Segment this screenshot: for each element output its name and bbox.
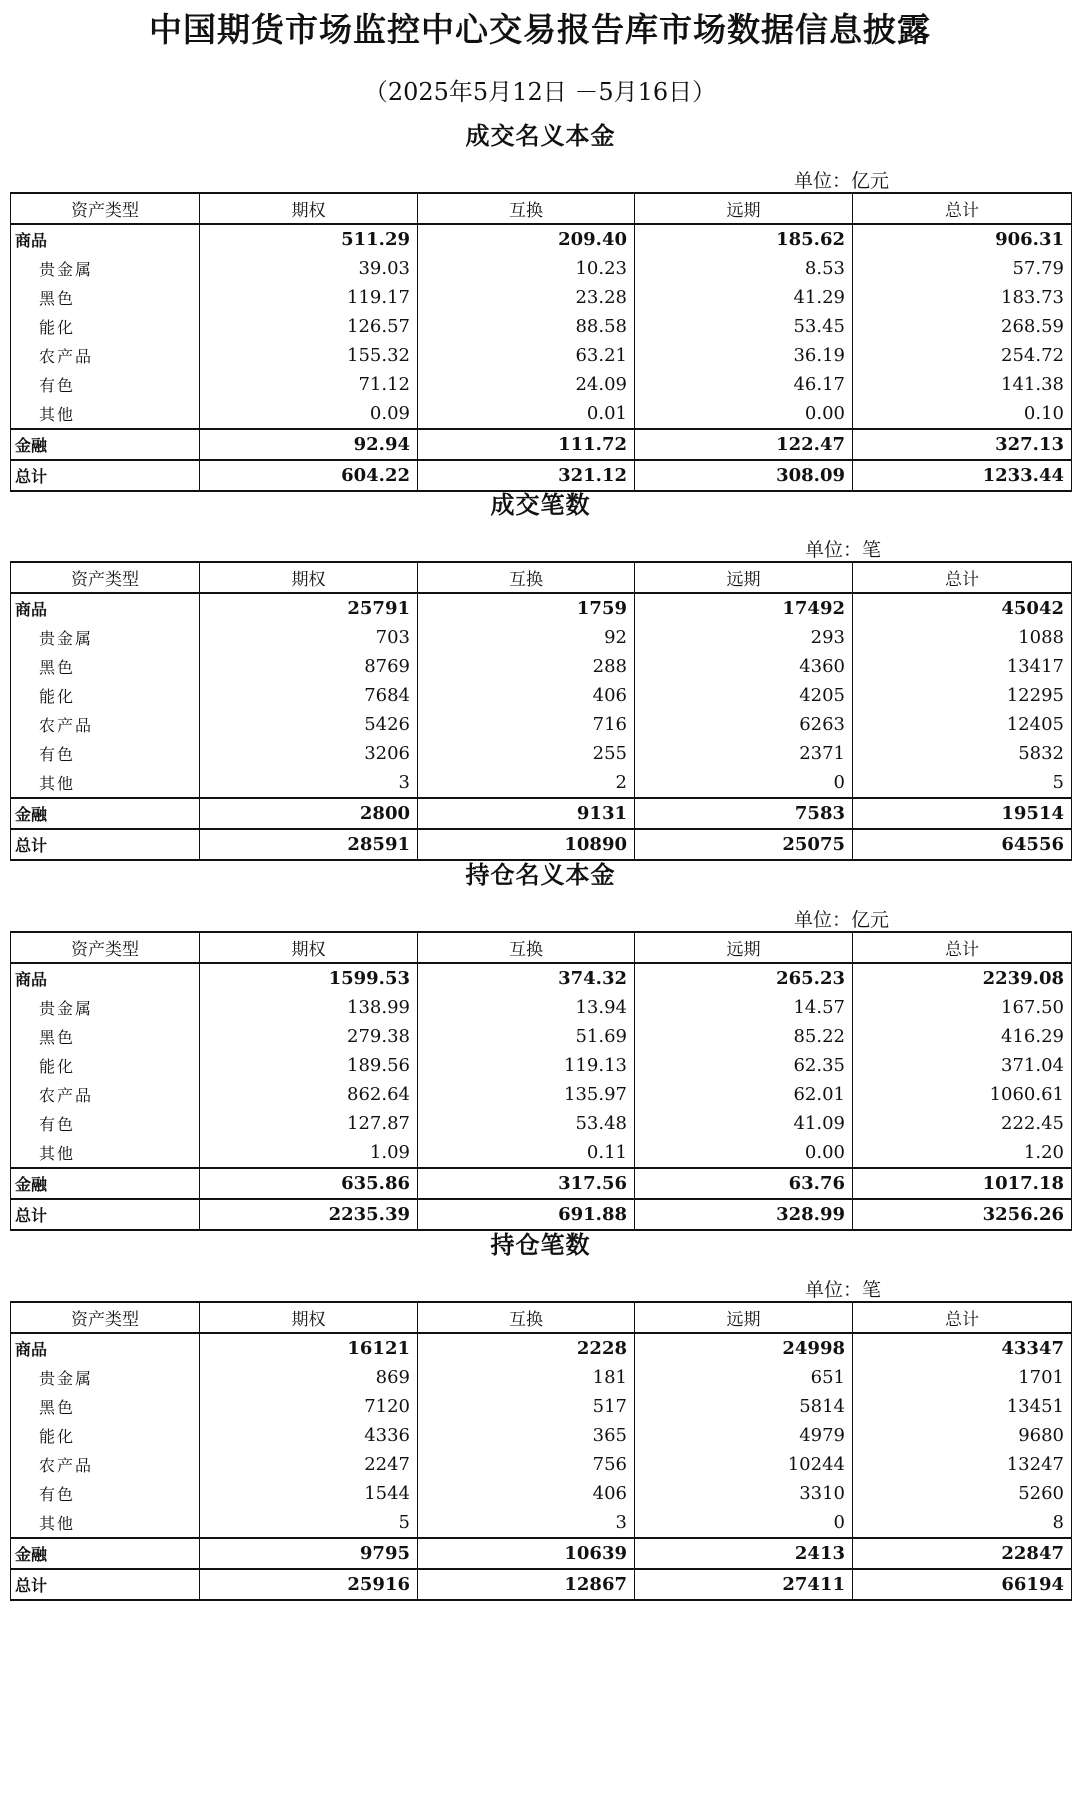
row-label: 有色 bbox=[11, 370, 200, 399]
table-cell: 0.11 bbox=[418, 1138, 635, 1168]
row-label: 黑色 bbox=[11, 1392, 200, 1421]
data-table bbox=[10, 192, 1072, 492]
table-cell: 328.99 bbox=[635, 1199, 853, 1230]
table-cell: 906.31 bbox=[853, 224, 1072, 254]
table-cell: 371.04 bbox=[853, 1051, 1072, 1080]
table-cell: 36.19 bbox=[635, 341, 853, 370]
table-cell: 14.57 bbox=[635, 993, 853, 1022]
table-row bbox=[11, 1051, 1072, 1080]
row-label: 总计 bbox=[11, 460, 200, 491]
table-cell: 167.50 bbox=[853, 993, 1072, 1022]
table-cell: 23.28 bbox=[418, 283, 635, 312]
table-cell: 45042 bbox=[853, 593, 1072, 623]
table-cell: 88.58 bbox=[418, 312, 635, 341]
table-cell: 321.12 bbox=[418, 460, 635, 491]
table-row bbox=[11, 312, 1072, 341]
row-label: 总计 bbox=[11, 1569, 200, 1600]
table-cell: 27411 bbox=[635, 1569, 853, 1600]
table-cell: 0 bbox=[635, 768, 853, 798]
table-cell: 703 bbox=[200, 623, 418, 652]
row-label: 黑色 bbox=[11, 652, 200, 681]
table-row bbox=[11, 1109, 1072, 1138]
table-cell: 25916 bbox=[200, 1569, 418, 1600]
table-cell: 64556 bbox=[853, 829, 1072, 860]
table-row bbox=[11, 1080, 1072, 1109]
section-title: 成交名义本金 bbox=[465, 122, 616, 150]
unit-label: 单位：笔 bbox=[805, 539, 882, 561]
page-title: 中国期货市场监控中心交易报告库市场数据信息披露 bbox=[149, 10, 931, 49]
table-cell: 12405 bbox=[853, 710, 1072, 739]
row-label: 商品 bbox=[11, 1333, 200, 1363]
table-row bbox=[11, 1138, 1072, 1168]
row-label: 贵金属 bbox=[11, 1363, 200, 1392]
column-header: 资产类型 bbox=[11, 932, 200, 963]
column-header: 总计 bbox=[853, 193, 1072, 224]
table-row bbox=[11, 681, 1072, 710]
table-cell: 222.45 bbox=[853, 1109, 1072, 1138]
table-header-row bbox=[11, 932, 1072, 963]
row-label: 有色 bbox=[11, 1109, 200, 1138]
table-cell: 181 bbox=[418, 1363, 635, 1392]
table-cell: 119.13 bbox=[418, 1051, 635, 1080]
data-table bbox=[10, 931, 1072, 1231]
table-cell: 3310 bbox=[635, 1479, 853, 1508]
table-cell: 1.20 bbox=[853, 1138, 1072, 1168]
table-cell: 416.29 bbox=[853, 1022, 1072, 1051]
table-row bbox=[11, 963, 1072, 993]
section-title: 持仓名义本金 bbox=[465, 861, 616, 889]
table-cell: 2413 bbox=[635, 1538, 853, 1569]
table-row bbox=[11, 1168, 1072, 1199]
table-row bbox=[11, 652, 1072, 681]
table-cell: 0.01 bbox=[418, 399, 635, 429]
table-cell: 716 bbox=[418, 710, 635, 739]
row-label: 能化 bbox=[11, 1051, 200, 1080]
table-row bbox=[11, 1479, 1072, 1508]
table-cell: 1060.61 bbox=[853, 1080, 1072, 1109]
table-cell: 9131 bbox=[418, 798, 635, 829]
table-row bbox=[11, 399, 1072, 429]
table-header-row bbox=[11, 562, 1072, 593]
column-header: 资产类型 bbox=[11, 193, 200, 224]
row-label: 有色 bbox=[11, 1479, 200, 1508]
table-cell: 4979 bbox=[635, 1421, 853, 1450]
row-label: 其他 bbox=[11, 768, 200, 798]
table-cell: 24998 bbox=[635, 1333, 853, 1363]
table-row bbox=[11, 1569, 1072, 1600]
table-row bbox=[11, 341, 1072, 370]
table-cell: 25791 bbox=[200, 593, 418, 623]
unit-label: 单位：亿元 bbox=[794, 909, 890, 931]
row-label: 总计 bbox=[11, 829, 200, 860]
column-header: 远期 bbox=[635, 932, 853, 963]
column-header: 远期 bbox=[635, 562, 853, 593]
table-cell: 126.57 bbox=[200, 312, 418, 341]
table-cell: 63.21 bbox=[418, 341, 635, 370]
row-label: 金融 bbox=[11, 429, 200, 460]
table-cell: 0.00 bbox=[635, 399, 853, 429]
table-cell: 13247 bbox=[853, 1450, 1072, 1479]
table-cell: 1701 bbox=[853, 1363, 1072, 1392]
table-cell: 0 bbox=[635, 1508, 853, 1538]
table-cell: 8.53 bbox=[635, 254, 853, 283]
table-cell: 12295 bbox=[853, 681, 1072, 710]
table-cell: 691.88 bbox=[418, 1199, 635, 1230]
table-cell: 651 bbox=[635, 1363, 853, 1392]
table-cell: 28591 bbox=[200, 829, 418, 860]
table-cell: 9795 bbox=[200, 1538, 418, 1569]
table-cell: 127.87 bbox=[200, 1109, 418, 1138]
table-cell: 5 bbox=[853, 768, 1072, 798]
table-cell: 92 bbox=[418, 623, 635, 652]
table-cell: 51.69 bbox=[418, 1022, 635, 1051]
table-cell: 869 bbox=[200, 1363, 418, 1392]
table-row bbox=[11, 798, 1072, 829]
table-cell: 13.94 bbox=[418, 993, 635, 1022]
table-cell: 25075 bbox=[635, 829, 853, 860]
table-cell: 1759 bbox=[418, 593, 635, 623]
table-row bbox=[11, 768, 1072, 798]
table-row bbox=[11, 710, 1072, 739]
table-cell: 1544 bbox=[200, 1479, 418, 1508]
table-cell: 3 bbox=[418, 1508, 635, 1538]
table-header-row bbox=[11, 1302, 1072, 1333]
data-table bbox=[10, 1301, 1072, 1601]
table-cell: 2228 bbox=[418, 1333, 635, 1363]
table-cell: 17492 bbox=[635, 593, 853, 623]
table-cell: 308.09 bbox=[635, 460, 853, 491]
table-cell: 183.73 bbox=[853, 283, 1072, 312]
table-cell: 119.17 bbox=[200, 283, 418, 312]
table-cell: 41.29 bbox=[635, 283, 853, 312]
table-row bbox=[11, 623, 1072, 652]
table-row bbox=[11, 254, 1072, 283]
row-label: 能化 bbox=[11, 681, 200, 710]
table-cell: 13417 bbox=[853, 652, 1072, 681]
table-cell: 185.62 bbox=[635, 224, 853, 254]
column-header: 资产类型 bbox=[11, 562, 200, 593]
table-cell: 141.38 bbox=[853, 370, 1072, 399]
table-cell: 293 bbox=[635, 623, 853, 652]
row-label: 能化 bbox=[11, 1421, 200, 1450]
column-header: 资产类型 bbox=[11, 1302, 200, 1333]
table-cell: 4205 bbox=[635, 681, 853, 710]
table-cell: 2 bbox=[418, 768, 635, 798]
table-cell: 268.59 bbox=[853, 312, 1072, 341]
table-row bbox=[11, 993, 1072, 1022]
table-cell: 19514 bbox=[853, 798, 1072, 829]
row-label: 其他 bbox=[11, 399, 200, 429]
table-cell: 66194 bbox=[853, 1569, 1072, 1600]
table-header-row bbox=[11, 193, 1072, 224]
table-cell: 1233.44 bbox=[853, 460, 1072, 491]
table-cell: 635.86 bbox=[200, 1168, 418, 1199]
table-row bbox=[11, 429, 1072, 460]
row-label: 农产品 bbox=[11, 710, 200, 739]
table-cell: 62.35 bbox=[635, 1051, 853, 1080]
table-row bbox=[11, 593, 1072, 623]
table-cell: 7684 bbox=[200, 681, 418, 710]
table-row bbox=[11, 739, 1072, 768]
row-label: 商品 bbox=[11, 593, 200, 623]
table-cell: 155.32 bbox=[200, 341, 418, 370]
row-label: 贵金属 bbox=[11, 254, 200, 283]
table-row bbox=[11, 1421, 1072, 1450]
table-row bbox=[11, 1450, 1072, 1479]
table-cell: 317.56 bbox=[418, 1168, 635, 1199]
column-header: 期权 bbox=[200, 193, 418, 224]
table-cell: 1088 bbox=[853, 623, 1072, 652]
table-cell: 209.40 bbox=[418, 224, 635, 254]
table-cell: 43347 bbox=[853, 1333, 1072, 1363]
column-header: 期权 bbox=[200, 932, 418, 963]
table-cell: 5814 bbox=[635, 1392, 853, 1421]
row-label: 黑色 bbox=[11, 1022, 200, 1051]
table-row bbox=[11, 370, 1072, 399]
row-label: 农产品 bbox=[11, 341, 200, 370]
table-cell: 57.79 bbox=[853, 254, 1072, 283]
table-cell: 10.23 bbox=[418, 254, 635, 283]
table-cell: 9680 bbox=[853, 1421, 1072, 1450]
table-row bbox=[11, 1363, 1072, 1392]
table-row bbox=[11, 283, 1072, 312]
column-header: 总计 bbox=[853, 1302, 1072, 1333]
date-range-subtitle: （2025年5月12日 －5月16日） bbox=[363, 78, 717, 106]
table-cell: 3256.26 bbox=[853, 1199, 1072, 1230]
table-cell: 0.10 bbox=[853, 399, 1072, 429]
column-header: 远期 bbox=[635, 193, 853, 224]
table-cell: 2239.08 bbox=[853, 963, 1072, 993]
table-cell: 63.76 bbox=[635, 1168, 853, 1199]
table-cell: 374.32 bbox=[418, 963, 635, 993]
table-cell: 0.00 bbox=[635, 1138, 853, 1168]
table-row bbox=[11, 1538, 1072, 1569]
table-cell: 92.94 bbox=[200, 429, 418, 460]
table-cell: 8769 bbox=[200, 652, 418, 681]
table-cell: 3 bbox=[200, 768, 418, 798]
table-cell: 288 bbox=[418, 652, 635, 681]
row-label: 总计 bbox=[11, 1199, 200, 1230]
table-cell: 62.01 bbox=[635, 1080, 853, 1109]
table-cell: 5260 bbox=[853, 1479, 1072, 1508]
column-header: 互换 bbox=[418, 1302, 635, 1333]
unit-label: 单位：亿元 bbox=[794, 170, 890, 192]
table-cell: 39.03 bbox=[200, 254, 418, 283]
table-cell: 16121 bbox=[200, 1333, 418, 1363]
table-cell: 1017.18 bbox=[853, 1168, 1072, 1199]
table-cell: 327.13 bbox=[853, 429, 1072, 460]
table-cell: 2235.39 bbox=[200, 1199, 418, 1230]
table-cell: 1599.53 bbox=[200, 963, 418, 993]
row-label: 黑色 bbox=[11, 283, 200, 312]
table-cell: 138.99 bbox=[200, 993, 418, 1022]
table-cell: 53.48 bbox=[418, 1109, 635, 1138]
table-cell: 53.45 bbox=[635, 312, 853, 341]
table-cell: 254.72 bbox=[853, 341, 1072, 370]
section-title: 持仓笔数 bbox=[490, 1231, 591, 1259]
table-cell: 135.97 bbox=[418, 1080, 635, 1109]
table-cell: 111.72 bbox=[418, 429, 635, 460]
row-label: 有色 bbox=[11, 739, 200, 768]
column-header: 互换 bbox=[418, 193, 635, 224]
row-label: 农产品 bbox=[11, 1080, 200, 1109]
row-label: 其他 bbox=[11, 1138, 200, 1168]
column-header: 期权 bbox=[200, 562, 418, 593]
table-cell: 756 bbox=[418, 1450, 635, 1479]
table-cell: 189.56 bbox=[200, 1051, 418, 1080]
table-row bbox=[11, 1508, 1072, 1538]
table-cell: 8 bbox=[853, 1508, 1072, 1538]
table-cell: 406 bbox=[418, 681, 635, 710]
table-cell: 24.09 bbox=[418, 370, 635, 399]
table-cell: 2371 bbox=[635, 739, 853, 768]
table-row bbox=[11, 1333, 1072, 1363]
table-cell: 517 bbox=[418, 1392, 635, 1421]
table-cell: 2247 bbox=[200, 1450, 418, 1479]
table-cell: 5832 bbox=[853, 739, 1072, 768]
column-header: 远期 bbox=[635, 1302, 853, 1333]
table-cell: 279.38 bbox=[200, 1022, 418, 1051]
table-cell: 2800 bbox=[200, 798, 418, 829]
row-label: 贵金属 bbox=[11, 993, 200, 1022]
table-cell: 1.09 bbox=[200, 1138, 418, 1168]
row-label: 金融 bbox=[11, 1538, 200, 1569]
column-header: 互换 bbox=[418, 562, 635, 593]
table-cell: 10244 bbox=[635, 1450, 853, 1479]
column-header: 期权 bbox=[200, 1302, 418, 1333]
table-cell: 12867 bbox=[418, 1569, 635, 1600]
table-cell: 365 bbox=[418, 1421, 635, 1450]
table-cell: 604.22 bbox=[200, 460, 418, 491]
table-row bbox=[11, 1022, 1072, 1051]
table-row bbox=[11, 224, 1072, 254]
column-header: 互换 bbox=[418, 932, 635, 963]
table-cell: 255 bbox=[418, 739, 635, 768]
table-cell: 3206 bbox=[200, 739, 418, 768]
row-label: 金融 bbox=[11, 1168, 200, 1199]
section-title: 成交笔数 bbox=[490, 491, 591, 519]
column-header: 总计 bbox=[853, 932, 1072, 963]
row-label: 能化 bbox=[11, 312, 200, 341]
table-cell: 10639 bbox=[418, 1538, 635, 1569]
row-label: 金融 bbox=[11, 798, 200, 829]
table-cell: 10890 bbox=[418, 829, 635, 860]
unit-label: 单位：笔 bbox=[805, 1279, 882, 1301]
row-label: 农产品 bbox=[11, 1450, 200, 1479]
table-row bbox=[11, 1392, 1072, 1421]
table-cell: 5 bbox=[200, 1508, 418, 1538]
table-cell: 122.47 bbox=[635, 429, 853, 460]
table-cell: 7120 bbox=[200, 1392, 418, 1421]
data-table bbox=[10, 561, 1072, 861]
table-cell: 6263 bbox=[635, 710, 853, 739]
table-cell: 5426 bbox=[200, 710, 418, 739]
table-cell: 7583 bbox=[635, 798, 853, 829]
table-cell: 85.22 bbox=[635, 1022, 853, 1051]
table-cell: 46.17 bbox=[635, 370, 853, 399]
table-cell: 511.29 bbox=[200, 224, 418, 254]
table-cell: 265.23 bbox=[635, 963, 853, 993]
row-label: 贵金属 bbox=[11, 623, 200, 652]
table-cell: 13451 bbox=[853, 1392, 1072, 1421]
table-cell: 22847 bbox=[853, 1538, 1072, 1569]
table-cell: 406 bbox=[418, 1479, 635, 1508]
table-cell: 41.09 bbox=[635, 1109, 853, 1138]
row-label: 其他 bbox=[11, 1508, 200, 1538]
column-header: 总计 bbox=[853, 562, 1072, 593]
table-cell: 862.64 bbox=[200, 1080, 418, 1109]
table-cell: 0.09 bbox=[200, 399, 418, 429]
row-label: 商品 bbox=[11, 963, 200, 993]
table-cell: 4336 bbox=[200, 1421, 418, 1450]
table-cell: 71.12 bbox=[200, 370, 418, 399]
row-label: 商品 bbox=[11, 224, 200, 254]
table-cell: 4360 bbox=[635, 652, 853, 681]
